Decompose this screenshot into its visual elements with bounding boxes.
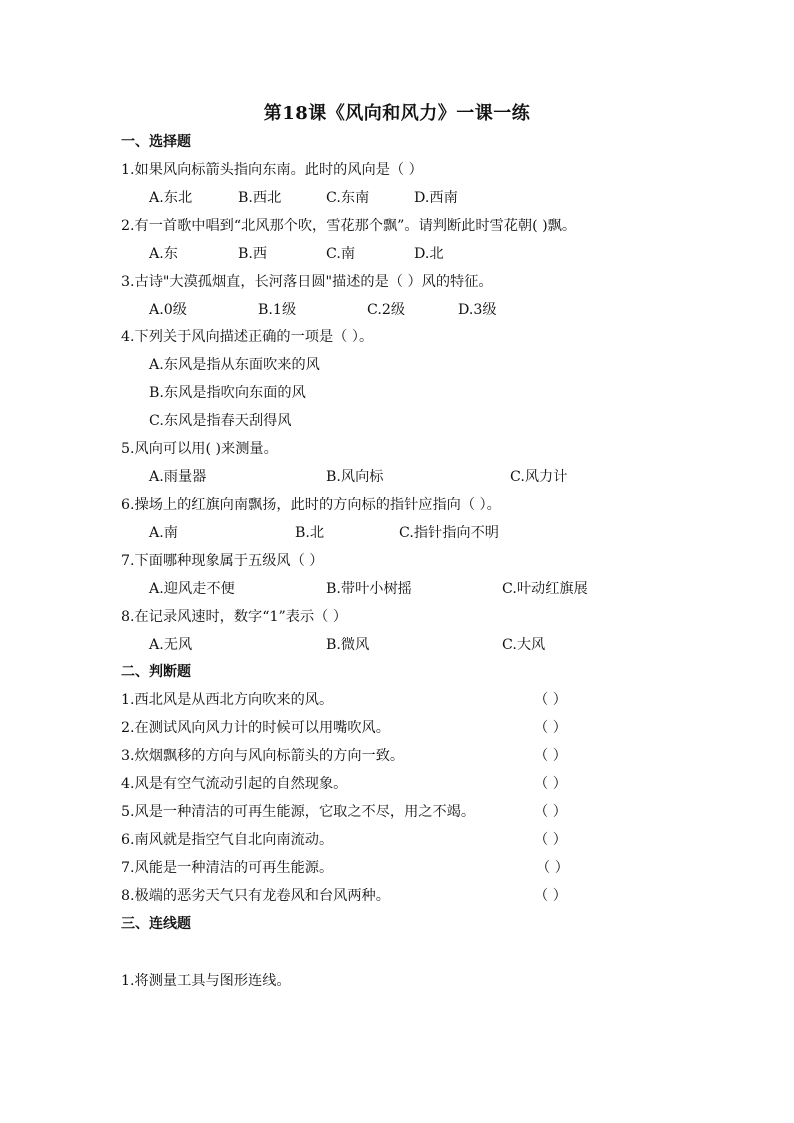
q2-option-b: B.西	[238, 246, 268, 262]
judgement-answer-parens: （ ）	[534, 888, 567, 904]
q8-option-a: A.无风	[149, 637, 193, 653]
q8-option-b: B.微风	[326, 637, 370, 653]
q2-option-c: C.南	[326, 246, 356, 262]
q3-option-a: A.0级	[149, 302, 187, 318]
q6-option-b: B.北	[295, 525, 325, 541]
q8-option-c: C.大风	[502, 637, 546, 653]
q5-option-c: C.风力计	[510, 469, 568, 485]
q3-option-d: D.3级	[458, 302, 497, 318]
question-2: 2.有一首歌中唱到“北风那个吹，雪花那个飘”。请判断此时雪花朝( )飘。	[121, 218, 577, 234]
q3-option-b: B.1级	[258, 302, 297, 318]
q6-option-c: C.指针指向不明	[399, 525, 499, 541]
question-4: 4.下列关于风向描述正确的一项是（ ）。	[121, 329, 374, 345]
question-7: 7.下面哪种现象属于五级风（ ）	[121, 553, 324, 569]
section-heading-choice: 一、选择题	[121, 134, 191, 150]
judgement-item: 3.炊烟飘移的方向与风向标箭头的方向一致。	[121, 748, 405, 764]
judgement-item: 5.风是一种清洁的可再生能源，它取之不尽，用之不竭。	[121, 804, 476, 820]
q7-option-b: B.带叶小树摇	[326, 581, 412, 597]
q4-option-c: C.东风是指春天刮得风	[149, 413, 292, 429]
q7-option-c: C.叶动红旗展	[502, 581, 588, 597]
judgement-item: 4.风是有空气流动引起的自然现象。	[121, 776, 348, 792]
q1-option-b: B.西北	[238, 190, 282, 206]
q1-option-a: A.东北	[149, 190, 193, 206]
q3-option-c: C.2级	[367, 302, 406, 318]
page-title: 第18课《风向和风力》一课一练	[263, 103, 531, 124]
section-heading-judgement: 二、判断题	[121, 664, 191, 680]
q7-option-a: A.迎风走不便	[149, 581, 235, 597]
q5-option-a: A.雨量器	[149, 469, 207, 485]
judgement-item: 2.在测试风向风力计的时候可以用嘴吹风。	[121, 720, 390, 736]
judgement-answer-parens: （ ）	[534, 776, 567, 792]
q4-option-a: A.东风是指从东面吹来的风	[149, 357, 320, 373]
matching-question-1: 1.将测量工具与图形连线。	[121, 973, 291, 989]
q2-option-d: D.北	[414, 246, 444, 262]
q1-option-d: D.西南	[414, 190, 458, 206]
judgement-answer-parens: （ ）	[534, 832, 567, 848]
question-8: 8.在记录风速时，数字“1”表示（ ）	[121, 609, 348, 625]
question-3: 3.古诗"大漠孤烟直，长河落日圆"描述的是（ ）风的特征。	[121, 274, 493, 290]
judgement-answer-parens: （ ）	[534, 692, 567, 708]
q5-option-b: B.风向标	[326, 469, 384, 485]
judgement-item: 7.风能是一种清洁的可再生能源。	[121, 860, 334, 876]
judgement-item: 1.西北风是从西北方向吹来的风。	[121, 692, 334, 708]
q4-option-b: B.东风是指吹向东面的风	[149, 385, 306, 401]
judgement-item: 8.极端的恶劣天气只有龙卷风和台风两种。	[121, 888, 390, 904]
question-6: 6.操场上的红旗向南飘扬，此时的方向标的指针应指向（ ）。	[121, 497, 501, 513]
question-1: 1.如果风向标箭头指向东南。此时的风向是（ ）	[121, 162, 423, 178]
judgement-answer-parens: （ ）	[536, 860, 569, 876]
judgement-answer-parens: （ ）	[534, 748, 567, 764]
q2-option-a: A.东	[149, 246, 178, 262]
section-heading-matching: 三、连线题	[121, 916, 191, 932]
judgement-item: 6.南风就是指空气自北向南流动。	[121, 832, 334, 848]
q1-option-c: C.东南	[326, 190, 370, 206]
q6-option-a: A.南	[149, 525, 178, 541]
question-5: 5.风向可以用( )来测量。	[121, 441, 278, 457]
judgement-answer-parens: （ ）	[534, 804, 567, 820]
judgement-answer-parens: （ ）	[534, 720, 567, 736]
